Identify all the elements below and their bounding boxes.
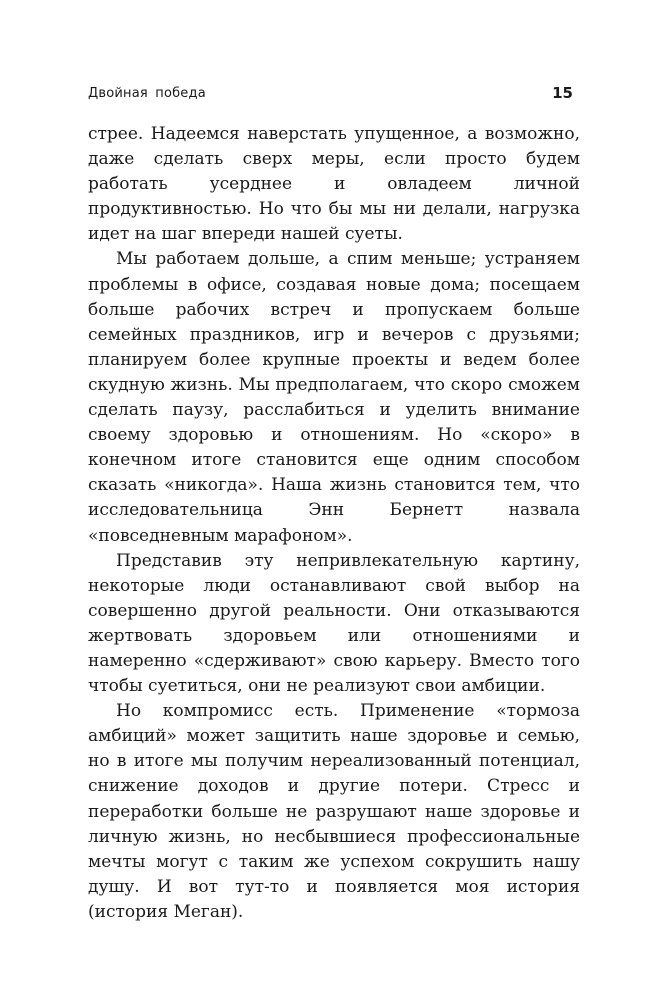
- paragraph-continued: стрее. Надеемся наверстать упущенное, а возможно, даже сделать сверх меры, если просто будем работать усерднее и овладеем личной продуктивностью. Но что бы мы ни делали, нагрузка идет на шаг впереди нашей суеты.: [88, 124, 580, 245]
- body-text: [88, 122, 580, 925]
- paragraph: Мы работаем дольше, а спим меньше; устраняем проблемы в офисе, создавая новые дома; посещаем больше рабочих встреч и пропускаем больше семейных праздников, игр и вечеров с друзьями; планируем более крупные проекты и ведем более скудную жизнь. Мы предполагаем, что скоро сможем сделать паузу, расслабиться и уделить внимание своему здоровью и отношениям. Но «скоро» в конечном итоге становится еще одним способом сказать «никогда». Наша жизнь становится тем, что исследовательница Энн Бернетт назвала «повседневным марафоном».: [88, 249, 580, 546]
- running-title: Двойная победа: [88, 86, 206, 101]
- page-number: 15: [552, 84, 573, 102]
- paragraph: Но компромисс есть. Применение «тормоза амбиций» может защитить наше здоровье и семью, но в итоге мы получим нереализованный потенциал, снижение доходов и другие потери. Стресс и переработки больше не разрушают наше здоровье и личную жизнь, но несбывшиеся профессиональные мечты могут с таким же успехом сокрушить нашу душу. И вот тут-то и появляется моя история (история Меган).: [88, 701, 580, 922]
- paragraph: Представив эту непривлекательную картину, некоторые люди останавливают свой выбор на совершенно другой реальности. Они отказываются жертвовать здоровьем или отношениями и намеренно «сдерживают» свою карьеру. Вместо того чтобы суетиться, они не реализуют свои амбиции.: [88, 550, 580, 697]
